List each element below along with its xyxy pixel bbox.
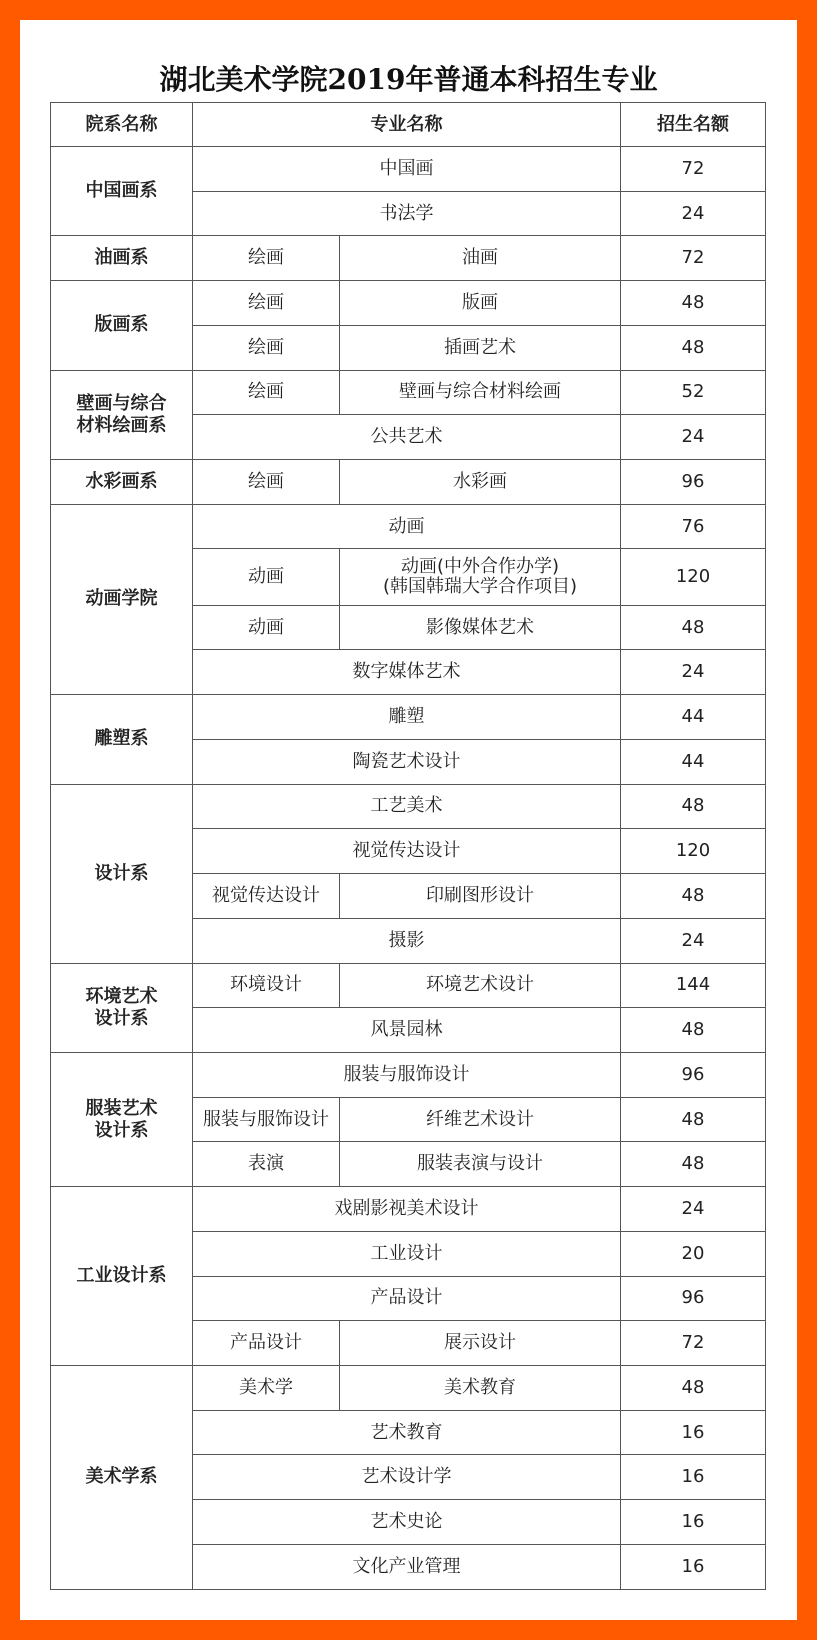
major-name: 印刷图形设计 — [340, 874, 621, 919]
major-name: 书法学 — [193, 191, 621, 236]
major-name: 风景园林 — [193, 1008, 621, 1053]
page-title: 湖北美术学院2019年普通本科招生专业 — [159, 63, 658, 96]
major-name: 壁画与综合材料绘画 — [340, 370, 621, 415]
major-name: 中国画 — [193, 147, 621, 192]
quota-value: 72 — [621, 1321, 766, 1366]
header-department: 院系名称 — [51, 103, 193, 147]
quota-value: 24 — [621, 415, 766, 460]
quota-value: 24 — [621, 650, 766, 695]
table-row — [51, 1365, 766, 1410]
major-name: 工业设计 — [193, 1231, 621, 1276]
major-name: 陶瓷艺术设计 — [193, 739, 621, 784]
quota-value: 96 — [621, 1276, 766, 1321]
major-category: 表演 — [193, 1142, 340, 1187]
major-name: 公共艺术 — [193, 415, 621, 460]
quota-value: 72 — [621, 147, 766, 192]
major-name: 艺术史论 — [193, 1500, 621, 1545]
quota-value: 16 — [621, 1410, 766, 1455]
major-category: 绘画 — [193, 281, 340, 326]
table-header-row — [51, 103, 766, 147]
major-name: 水彩画 — [340, 460, 621, 505]
quota-value: 24 — [621, 1187, 766, 1232]
department-name: 中国画系 — [51, 147, 193, 236]
header-major: 专业名称 — [193, 103, 621, 147]
department-name: 工业设计系 — [51, 1187, 193, 1366]
major-category: 绘画 — [193, 236, 340, 281]
major-name: 艺术设计学 — [193, 1455, 621, 1500]
major-name: 文化产业管理 — [193, 1544, 621, 1589]
quota-value: 48 — [621, 1142, 766, 1187]
major-category: 服装与服饰设计 — [193, 1097, 340, 1142]
major-name: 艺术教育 — [193, 1410, 621, 1455]
major-category: 绘画 — [193, 370, 340, 415]
department-name: 油画系 — [51, 236, 193, 281]
major-category: 产品设计 — [193, 1321, 340, 1366]
major-category: 美术学 — [193, 1365, 340, 1410]
major-name: 油画 — [340, 236, 621, 281]
major-category: 绘画 — [193, 460, 340, 505]
quota-value: 48 — [621, 281, 766, 326]
major-name: 美术教育 — [340, 1365, 621, 1410]
major-name: 动画 — [193, 504, 621, 549]
table-body — [51, 147, 766, 1590]
major-name: 插画艺术 — [340, 325, 621, 370]
major-name: 工艺美术 — [193, 784, 621, 829]
header-quota: 招生名额 — [621, 103, 766, 147]
department-name: 版画系 — [51, 281, 193, 370]
table-row — [51, 281, 766, 326]
quota-value: 16 — [621, 1455, 766, 1500]
admissions-table — [50, 102, 766, 1590]
quota-value: 48 — [621, 1097, 766, 1142]
content-card — [20, 20, 797, 1620]
department-name: 雕塑系 — [51, 695, 193, 784]
major-name: 版画 — [340, 281, 621, 326]
major-name: 摄影 — [193, 918, 621, 963]
department-name: 壁画与综合 材料绘画系 — [51, 370, 193, 459]
department-name: 水彩画系 — [51, 460, 193, 505]
table-row — [51, 963, 766, 1008]
table-row — [51, 147, 766, 192]
quota-value: 96 — [621, 460, 766, 505]
table-row — [51, 504, 766, 549]
quota-value: 44 — [621, 695, 766, 740]
quota-value: 96 — [621, 1052, 766, 1097]
table-row — [51, 370, 766, 415]
major-category: 动画 — [193, 605, 340, 650]
major-name: 环境艺术设计 — [340, 963, 621, 1008]
department-name: 动画学院 — [51, 504, 193, 694]
quota-value: 48 — [621, 874, 766, 919]
major-name: 影像媒体艺术 — [340, 605, 621, 650]
quota-value: 76 — [621, 504, 766, 549]
department-name: 美术学系 — [51, 1365, 193, 1589]
quota-value: 44 — [621, 739, 766, 784]
table-row — [51, 695, 766, 740]
quota-value: 24 — [621, 918, 766, 963]
table-row — [51, 1052, 766, 1097]
quota-value: 16 — [621, 1500, 766, 1545]
quota-value: 48 — [621, 784, 766, 829]
table-row — [51, 784, 766, 829]
quota-value: 120 — [621, 549, 766, 605]
major-name: 戏剧影视美术设计 — [193, 1187, 621, 1232]
department-name: 环境艺术 设计系 — [51, 963, 193, 1052]
department-name: 服装艺术 设计系 — [51, 1052, 193, 1186]
major-name: 视觉传达设计 — [193, 829, 621, 874]
quota-value: 72 — [621, 236, 766, 281]
quota-value: 48 — [621, 605, 766, 650]
major-name: 数字媒体艺术 — [193, 650, 621, 695]
major-name: 服装表演与设计 — [340, 1142, 621, 1187]
major-name: 纤维艺术设计 — [340, 1097, 621, 1142]
quota-value: 16 — [621, 1544, 766, 1589]
table-row — [51, 236, 766, 281]
major-name: 雕塑 — [193, 695, 621, 740]
major-category: 视觉传达设计 — [193, 874, 340, 919]
major-name: 产品设计 — [193, 1276, 621, 1321]
table-row — [51, 460, 766, 505]
major-category: 环境设计 — [193, 963, 340, 1008]
quota-value: 48 — [621, 325, 766, 370]
quota-value: 120 — [621, 829, 766, 874]
department-name: 设计系 — [51, 784, 193, 963]
quota-value: 48 — [621, 1365, 766, 1410]
major-category: 绘画 — [193, 325, 340, 370]
quota-value: 48 — [621, 1008, 766, 1053]
major-category: 动画 — [193, 549, 340, 605]
quota-value: 24 — [621, 191, 766, 236]
table-row — [51, 1187, 766, 1232]
major-name: 动画(中外合作办学) (韩国韩瑞大学合作项目) — [340, 549, 621, 605]
quota-value: 20 — [621, 1231, 766, 1276]
quota-value: 52 — [621, 370, 766, 415]
major-name: 展示设计 — [340, 1321, 621, 1366]
major-name: 服装与服饰设计 — [193, 1052, 621, 1097]
quota-value: 144 — [621, 963, 766, 1008]
